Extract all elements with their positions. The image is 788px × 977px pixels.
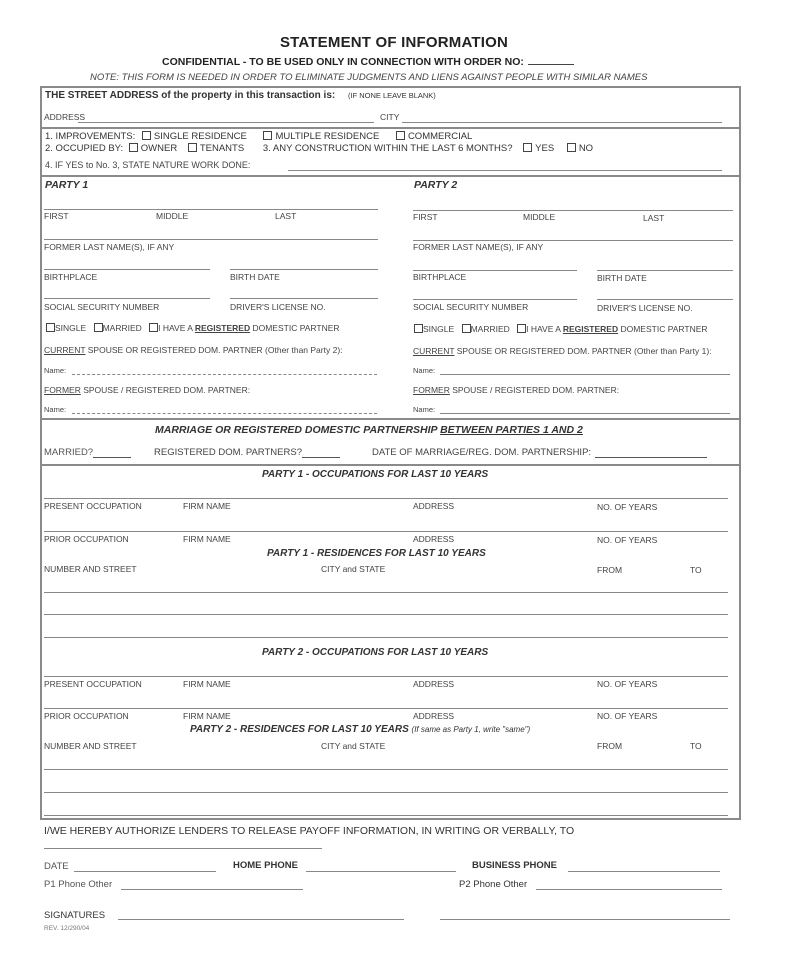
party1-birthplace-field[interactable] (44, 269, 210, 270)
party1-former-spouse-label: FORMER SPOUSE / REGISTERED DOM. PARTNER: (44, 385, 251, 395)
party2-birthplace-label: BIRTHPLACE (413, 272, 467, 282)
checkbox-commercial[interactable]: COMMERCIAL (396, 131, 472, 142)
p1-city-label: CITY and STATE (321, 564, 386, 574)
registered-partners-label: REGISTERED DOM. PARTNERS? (154, 447, 340, 458)
party2-ssn-field[interactable] (413, 299, 577, 300)
party2-former-last-field[interactable] (413, 240, 733, 241)
p1-to-label: TO (690, 565, 702, 575)
party2-checkbox-single[interactable]: SINGLE (414, 324, 454, 334)
party1-ssn-label: SOCIAL SECURITY NUMBER (44, 302, 160, 312)
marriage-date-field[interactable] (595, 448, 707, 458)
p2-present-occupation-field[interactable] (44, 676, 728, 677)
p1-present-label: PRESENT OCCUPATION (44, 501, 142, 511)
p2-residence-row-3[interactable] (44, 815, 728, 816)
divider (40, 418, 741, 420)
p1-residence-row-2[interactable] (44, 614, 728, 615)
party1-former-last-field[interactable] (44, 239, 378, 240)
party2-birthdate-field[interactable] (597, 270, 733, 271)
nature-field[interactable] (288, 170, 722, 171)
p2-residence-row-1[interactable] (44, 769, 728, 770)
p1-occupations-heading: PARTY 1 - OCCUPATIONS FOR LAST 10 YEARS (262, 469, 489, 480)
party2-dl-field[interactable] (597, 299, 733, 300)
improvements-label: 1. IMPROVEMENTS: (45, 131, 136, 142)
party2-former-name-field[interactable] (440, 413, 730, 414)
party2-first-label: FIRST (413, 212, 438, 222)
p1-from-label: FROM (597, 565, 623, 575)
occupied-label: 2. OCCUPIED BY: (45, 143, 124, 154)
party2-status-row (414, 324, 708, 334)
city-field[interactable] (402, 122, 722, 123)
party1-current-spouse-label: CURRENT SPOUSE OR REGISTERED DOM. PARTNER (Other than Party 2): (44, 345, 343, 355)
confidential-line (162, 56, 574, 68)
p1-phone-other-field[interactable] (121, 889, 303, 890)
party2-former-name-label: Name: (413, 405, 436, 414)
divider (40, 127, 741, 129)
p1-residence-row-1[interactable] (44, 592, 728, 593)
p2-prior-firm-label: FIRM NAME (183, 711, 231, 721)
p1-residences-heading: PARTY 1 - RESIDENCES FOR LAST 10 YEARS (267, 548, 486, 559)
property-hint: (IF NONE LEAVE BLANK) (348, 91, 436, 100)
p1-phone-other-label: P1 Phone Other (44, 879, 113, 890)
party1-checkbox-married[interactable]: MARRIED (94, 323, 142, 333)
married-field[interactable] (93, 448, 131, 458)
authorize-text: I/WE HEREBY AUTHORIZE LENDERS TO RELEASE PAYOFF INFORMATION, IN WRITING OR VERBALLY, TO (44, 825, 575, 837)
p1-prior-firm-label: FIRM NAME (183, 534, 231, 544)
party2-heading: PARTY 2 (414, 179, 458, 191)
home-phone-field[interactable] (306, 871, 456, 872)
business-phone-label: BUSINESS PHONE (472, 860, 557, 871)
p2-prior-years-label: NO. OF YEARS (597, 711, 658, 721)
p1-prior-address-label: ADDRESS (413, 534, 455, 544)
date-field[interactable] (74, 871, 216, 872)
signatures-label: SIGNATURES (44, 910, 106, 921)
p2-city-label: CITY and STATE (321, 741, 386, 751)
p1-present-address-label: ADDRESS (413, 501, 455, 511)
party1-heading: PARTY 1 (45, 179, 89, 191)
party2-birthdate-label: BIRTH DATE (597, 273, 647, 283)
p2-phone-other-label: P2 Phone Other (459, 879, 528, 890)
signature-field-1[interactable] (118, 919, 404, 920)
signature-field-2[interactable] (440, 919, 730, 920)
marriage-heading: MARRIAGE OR REGISTERED DOMESTIC PARTNERSHIP BETWEEN PARTIES 1 AND 2 (155, 424, 583, 436)
p2-to-label: TO (690, 741, 702, 751)
party1-former-name-field[interactable] (72, 413, 377, 414)
party1-last-label: LAST (275, 211, 297, 221)
checkbox-owner[interactable]: OWNER (129, 143, 177, 154)
address-label: ADDRESS (44, 112, 86, 122)
party1-current-name-field[interactable] (72, 374, 377, 375)
p2-present-label: PRESENT OCCUPATION (44, 679, 142, 689)
party2-dl-label: DRIVER'S LICENSE NO. (597, 303, 693, 313)
home-phone-label: HOME PHONE (233, 860, 298, 871)
city-label: CITY (380, 112, 400, 122)
party2-middle-label: MIDDLE (523, 212, 556, 222)
p2-present-address-label: ADDRESS (413, 679, 455, 689)
party2-checkbox-married[interactable]: MARRIED (462, 324, 510, 334)
party1-dl-field[interactable] (230, 298, 378, 299)
p2-street-label: NUMBER AND STREET (44, 741, 137, 751)
divider (40, 175, 741, 177)
p2-prior-address-label: ADDRESS (413, 711, 455, 721)
married-label: MARRIED? (44, 447, 131, 458)
p1-residence-row-3[interactable] (44, 637, 728, 638)
order-no-field[interactable] (528, 56, 574, 65)
party1-first-label: FIRST (44, 211, 69, 221)
p2-prior-label: PRIOR OCCUPATION (44, 711, 129, 721)
p2-present-firm-label: FIRM NAME (183, 679, 231, 689)
registered-partners-field[interactable] (302, 448, 340, 458)
party1-birthplace-label: BIRTHPLACE (44, 272, 98, 282)
p2-phone-other-field[interactable] (536, 889, 722, 890)
p1-prior-label: PRIOR OCCUPATION (44, 534, 129, 544)
p2-present-years-label: NO. OF YEARS (597, 679, 658, 689)
party1-middle-label: MIDDLE (156, 211, 189, 221)
checkbox-multiple-residence[interactable]: MULTIPLE RESIDENCE (263, 131, 379, 142)
party2-birthplace-field[interactable] (413, 270, 577, 271)
checkbox-tenants[interactable]: TENANTS (188, 143, 244, 154)
authorize-recipient-field[interactable] (44, 848, 322, 849)
party2-last-label: LAST (643, 213, 665, 223)
party1-former-last-label: FORMER LAST NAME(S), IF ANY (44, 242, 175, 252)
confidential-text: CONFIDENTIAL - TO BE USED ONLY IN CONNECTION WITH ORDER NO: (162, 56, 524, 68)
marriage-date-label: DATE OF MARRIAGE/REG. DOM. PARTNERSHIP: (372, 447, 707, 458)
p1-present-firm-label: FIRM NAME (183, 501, 231, 511)
p1-prior-years-label: NO. OF YEARS (597, 535, 658, 545)
checkbox-single-residence[interactable]: SINGLE RESIDENCE (142, 131, 247, 142)
p1-present-years-label: NO. OF YEARS (597, 502, 658, 512)
construction-label: 3. ANY CONSTRUCTION WITHIN THE LAST 6 MONTHS? (262, 143, 513, 154)
party1-ssn-field[interactable] (44, 298, 210, 299)
party1-former-name-label: Name: (44, 405, 67, 414)
checkbox-no[interactable]: NO (567, 143, 593, 154)
party2-current-spouse-label: CURRENT SPOUSE OR REGISTERED DOM. PARTNER (Other than Party 1): (413, 346, 712, 356)
party2-checkbox-domestic-partner[interactable]: I HAVE A REGISTERED DOMESTIC PARTNER (517, 324, 707, 334)
party1-name-field[interactable] (44, 209, 378, 210)
p2-residence-row-2[interactable] (44, 792, 728, 793)
party2-former-last-label: FORMER LAST NAME(S), IF ANY (413, 242, 544, 252)
revision-text: REV. 12/290/04 (44, 925, 90, 932)
party2-name-field[interactable] (413, 210, 733, 211)
p1-prior-occupation-field[interactable] (44, 531, 728, 532)
p2-from-label: FROM (597, 741, 623, 751)
party1-birthdate-field[interactable] (230, 269, 378, 270)
party2-current-name-label: Name: (413, 366, 436, 375)
p1-present-occupation-field[interactable] (44, 498, 728, 499)
party2-former-spouse-label: FORMER SPOUSE / REGISTERED DOM. PARTNER: (413, 385, 620, 395)
business-phone-field[interactable] (568, 871, 720, 872)
improvements-row (45, 131, 472, 142)
nature-label: 4. IF YES to No. 3, STATE NATURE WORK DONE: (45, 160, 251, 170)
party1-current-name-label: Name: (44, 366, 67, 375)
party1-status-row (46, 323, 340, 333)
p2-prior-occupation-field[interactable] (44, 708, 728, 709)
p2-residences-heading: PARTY 2 - RESIDENCES FOR LAST 10 YEARS (If same as Party 1, write "same") (190, 724, 531, 735)
divider (40, 464, 741, 466)
occupied-row (45, 143, 593, 154)
date-label: DATE (44, 861, 69, 872)
party1-checkbox-single[interactable]: SINGLE (46, 323, 86, 333)
address-field[interactable] (78, 122, 374, 123)
party2-current-name-field[interactable] (440, 374, 730, 375)
party1-birthdate-label: BIRTH DATE (230, 272, 280, 282)
p2-residences-hint: (If same as Party 1, write "same") (411, 725, 531, 734)
property-heading: THE STREET ADDRESS of the property in this transaction is: (IF NONE LEAVE BLANK) (45, 90, 436, 101)
form-title: STATEMENT OF INFORMATION (279, 34, 509, 51)
p1-street-label: NUMBER AND STREET (44, 564, 137, 574)
form-note: NOTE: THIS FORM IS NEEDED IN ORDER TO ELIMINATE JUDGMENTS AND LIENS AGAINST PEOPLE WITH SIMILAR NAMES (90, 72, 648, 83)
party2-ssn-label: SOCIAL SECURITY NUMBER (413, 302, 529, 312)
checkbox-yes[interactable]: YES (523, 143, 554, 154)
party1-checkbox-domestic-partner[interactable]: I HAVE A REGISTERED DOMESTIC PARTNER (149, 323, 339, 333)
p2-occupations-heading: PARTY 2 - OCCUPATIONS FOR LAST 10 YEARS (262, 647, 489, 658)
party1-dl-label: DRIVER'S LICENSE NO. (230, 302, 326, 312)
